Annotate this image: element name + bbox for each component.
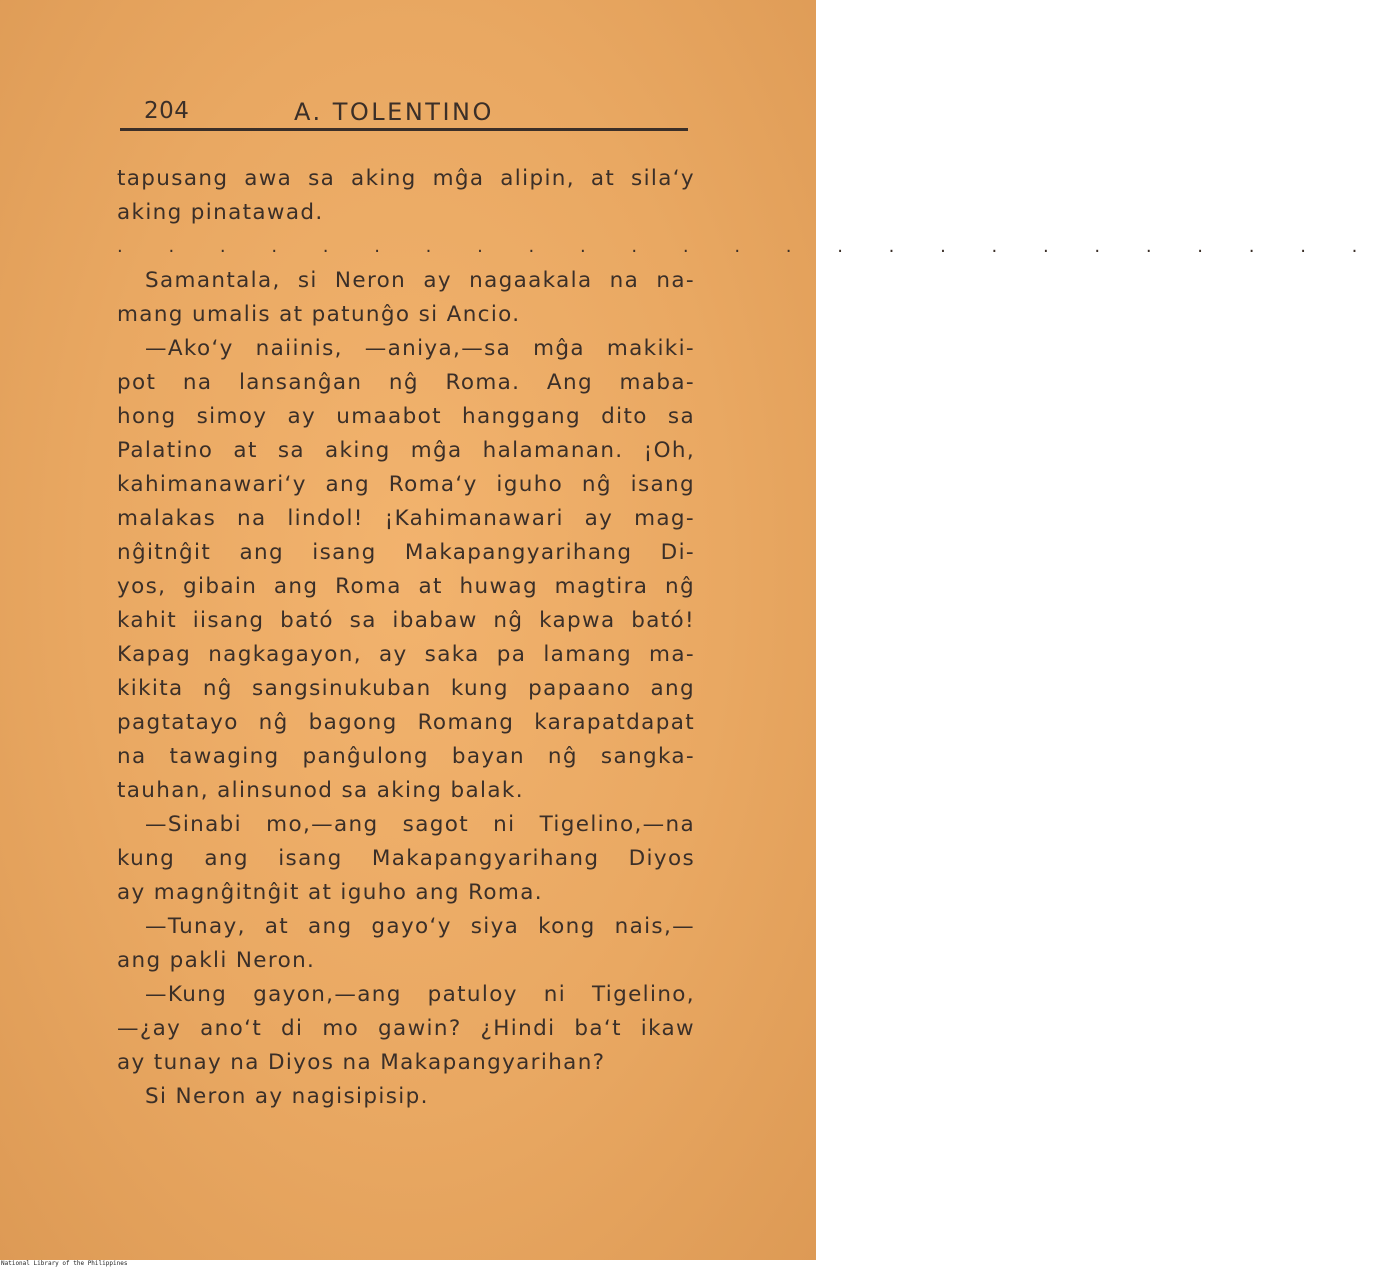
header-rule [120, 128, 688, 131]
text-line: —Sinabi mo,—ang sagot ni Tigelino,—na [145, 812, 695, 837]
text-line: Palatino at sa aking mĝa halamanan. ¡Oh, [117, 438, 695, 463]
text-line: hong simoy ay umaabot hanggang dito sa [117, 404, 695, 429]
body-text [117, 162, 1377, 1114]
text-line: —Ako‘y naiinis, —aniya,—sa mĝa makiki- [145, 336, 695, 361]
text-line: ay tunay na Diyos na Makapangyarihan? [117, 1050, 606, 1075]
text-line: tapusang awa sa aking mĝa alipin, at sila‘y [117, 166, 695, 191]
text-line: aking pinatawad. [117, 200, 324, 225]
text-line: Kapag nagkagayon, ay saka pa lamang ma- [117, 642, 695, 667]
section-break-dots: . . . . . . . . . . . . . . . . . . . . . . . . . [117, 236, 1377, 257]
text-line: mang umalis at patunĝo si Ancio. [117, 302, 521, 327]
page-number: 204 [144, 98, 190, 124]
library-credit: National Library of the Philippines [1, 1260, 128, 1267]
text-line: ay magnĝitnĝit at iguho ang Roma. [117, 880, 543, 905]
text-line: —Kung gayon,—ang patuloy ni Tigelino, [145, 982, 695, 1007]
text-line: nĝitnĝit ang isang Makapangyarihang Di- [117, 540, 695, 565]
text-line: na tawaging panĝulong bayan nĝ sangka- [117, 744, 695, 769]
running-head: A. TOLENTINO [294, 98, 494, 126]
text-line: —Tunay, at ang gayo‘y siya kong nais,— [145, 914, 695, 939]
text-line: kikita nĝ sangsinukuban kung papaano ang [117, 676, 695, 701]
text-line: pot na lansanĝan nĝ Roma. Ang maba- [117, 370, 695, 395]
text-line: Samantala, si Neron ay nagaakala na na- [145, 268, 695, 293]
text-line: pagtatayo nĝ bagong Romang karapatdapat [117, 710, 695, 735]
text-line: tauhan, alinsunod sa aking balak. [117, 778, 524, 803]
text-line: Si Neron ay nagisipisip. [145, 1084, 429, 1109]
text-line: kung ang isang Makapangyarihang Diyos [117, 846, 695, 871]
text-line: kahimanawari‘y ang Roma‘y iguho nĝ isang [117, 472, 695, 497]
text-line: malakas na lindol! ¡Kahimanawari ay mag- [117, 506, 695, 531]
text-line: ang pakli Neron. [117, 948, 316, 973]
text-line: —¿ay ano‘t di mo gawin? ¿Hindi ba‘t ikaw [117, 1016, 695, 1041]
text-line: kahit iisang bató sa ibabaw nĝ kapwa bató! [117, 608, 695, 633]
text-line: yos, gibain ang Roma at huwag magtira nĝ [117, 574, 695, 599]
